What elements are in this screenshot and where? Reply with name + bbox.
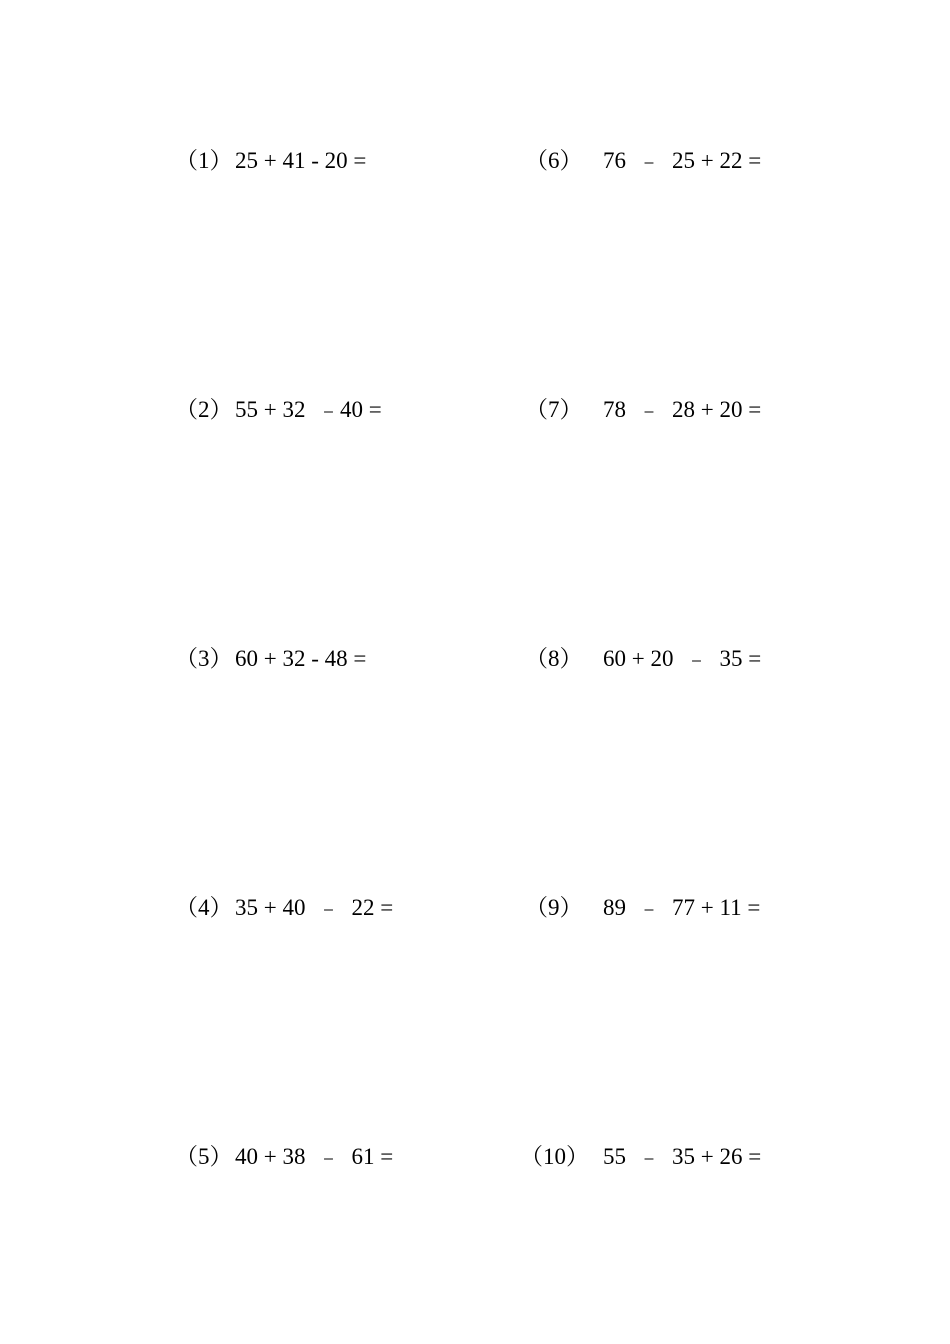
problem-9	[502, 863, 760, 953]
problem-number: （7）	[525, 397, 583, 422]
problem-expression: 40 + 38 ﹣ 61 =	[235, 1144, 394, 1169]
problem-6	[502, 116, 761, 206]
problem-expression: 78 ﹣ 28 + 20 =	[603, 397, 762, 422]
problem-expression: 60 + 20 ﹣ 35 =	[603, 646, 762, 671]
problem-expression: 25 + 41 - 20 =	[235, 148, 367, 173]
problem-4	[152, 863, 393, 953]
problem-number: （10）	[520, 1144, 589, 1169]
problem-expression: 35 + 40 ﹣ 22 =	[235, 895, 394, 920]
problem-expression: 76 ﹣ 25 + 22 =	[603, 148, 762, 173]
problem-expression: 89 ﹣ 77 + 11 =	[603, 895, 761, 920]
problem-number: （2）	[175, 397, 233, 422]
problem-3	[152, 614, 366, 704]
problem-number: （1）	[175, 148, 233, 173]
problem-expression: 55 ﹣ 35 + 26 =	[603, 1144, 762, 1169]
problem-7	[502, 365, 761, 455]
problem-expression: 60 + 32 - 48 =	[235, 646, 367, 671]
problem-number: （3）	[175, 646, 233, 671]
problem-expression: 55 + 32 ﹣40 =	[235, 397, 382, 422]
problem-1	[152, 116, 366, 206]
problem-number: （9）	[525, 895, 583, 920]
problem-2	[152, 365, 382, 455]
problem-number: （6）	[525, 148, 583, 173]
problem-number: （5）	[175, 1144, 233, 1169]
problem-10	[497, 1112, 761, 1202]
problem-number: （8）	[525, 646, 583, 671]
problem-number: （4）	[175, 895, 233, 920]
problem-5	[152, 1112, 393, 1202]
problem-8	[502, 614, 761, 704]
